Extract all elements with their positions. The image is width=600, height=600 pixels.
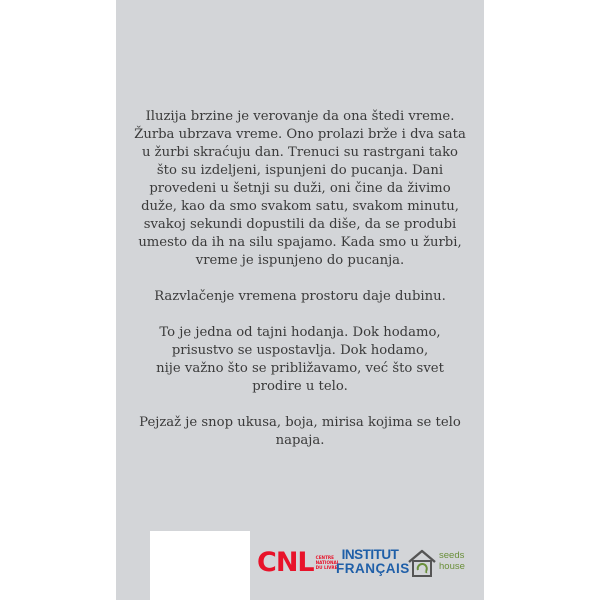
- cnl-subtext-line: NATIONAL: [315, 559, 340, 565]
- text-line: provedeni u šetnji su duži, oni čine da živimo: [149, 181, 451, 196]
- seeds-logo-line1: seeds: [439, 550, 465, 561]
- paragraph-1: [116, 108, 484, 270]
- cnl-logo: [257, 545, 339, 579]
- cnl-subtext-line: DU LIVRE: [315, 564, 338, 570]
- seeds-logo-text: [439, 550, 465, 572]
- paragraph-3: [116, 324, 484, 396]
- text-line: umesto da ih na silu spajamo. Kada smo u žurbi,: [138, 235, 462, 250]
- text-line: nije važno što se približavamo, već što svet: [156, 361, 444, 376]
- cnl-subtext-line: CENTRE: [315, 554, 335, 560]
- text-line: svakoj sekundi dopustili da diše, da se produbi: [143, 217, 457, 232]
- paragraph-4: [116, 414, 484, 450]
- text-line: napaja.: [275, 433, 325, 448]
- seeds-logo-line2: house: [439, 561, 465, 572]
- institut-francais-logo: [336, 547, 410, 576]
- text-line: u žurbi skraćuju dan. Trenuci su rastrgani tako: [141, 145, 459, 160]
- paragraph-2: [116, 288, 484, 306]
- text-line: prisustvo se uspostavlja. Dok hodamo,: [171, 343, 429, 358]
- text-line: Razvlačenje vremena prostoru daje dubinu.: [154, 289, 446, 304]
- house-recycle-icon: [406, 548, 438, 578]
- text-line: Iluzija brzine je verovanje da ona štedi vreme.: [145, 109, 455, 124]
- barcode-area: [150, 531, 250, 600]
- institut-logo-line1: INSTITUT: [341, 547, 399, 562]
- text-line: prodire u telo.: [252, 379, 348, 394]
- text-line: što su izdeljeni, ispunjeni do pucanja. Dani: [156, 163, 444, 178]
- text-line: To je jedna od tajni hodanja. Dok hodamo,: [159, 325, 441, 340]
- cnl-logo-letters: CNL: [257, 546, 314, 578]
- text-line: Žurba ubrzava vreme. Ono prolazi brže i dva sata: [134, 127, 466, 142]
- institut-logo-line2: FRANÇAIS: [336, 561, 410, 576]
- back-cover: [116, 0, 484, 600]
- text-line: vreme je ispunjeno do pucanja.: [195, 253, 405, 268]
- seeds-house-logo: [406, 548, 478, 578]
- back-cover-text: [116, 108, 484, 468]
- text-line: Pejzaž je snop ukusa, boja, mirisa kojima se telo: [139, 415, 461, 430]
- text-line: duže, kao da smo svakom satu, svakom minutu,: [141, 199, 459, 214]
